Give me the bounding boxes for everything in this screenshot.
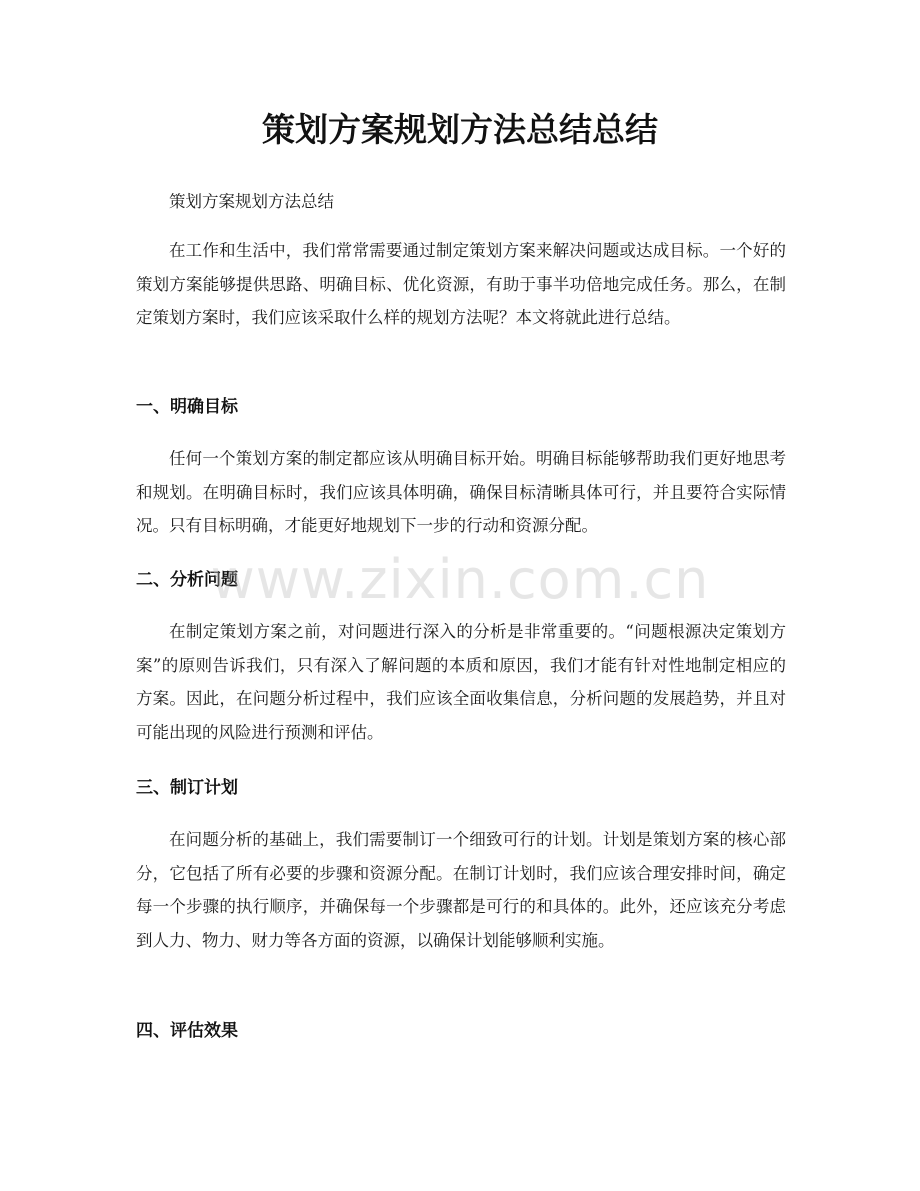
section-body-1: 任何一个策划方案的制定都应该从明确目标开始。明确目标能够帮助我们更好地思考和规划。在明确目标时，我们应该具体明确，确保目标清晰具体可行，并且要符合实际情况。只有目标明确，才能更好地规划下一步的行动和资源分配。 (136, 449, 786, 535)
section-heading-4: 四、评估效果 (136, 1021, 238, 1041)
watermark: www.zixin.com.cn (210, 548, 710, 611)
section-body-3: 在问题分析的基础上，我们需要制订一个细致可行的计划。计划是策划方案的核心部分，它包括了所有必要的步骤和资源分配。在制订计划时，我们应该合理安排时间，确定每一个步骤的执行顺序，并确保每一个步骤都是可行的和具体的。此外，还应该充分考虑到人力、物力、财力等各方面的资源，以确保计划能够顺利实施。 (136, 830, 786, 950)
document-subtitle: 策划方案规划方法总结 (169, 192, 334, 211)
section-body-2: 在制定策划方案之前，对问题进行深入的分析是非常重要的。“问题根源决定策划方案”的原则告诉我们，只有深入了解问题的本质和原因，我们才能有针对性地制定相应的方案。因此，在问题分析过程中，我们应该全面收集信息，分析问题的发展趋势，并且对可能出现的风险进行预测和评估。 (136, 622, 786, 742)
section-heading-2: 二、分析问题 (136, 570, 238, 590)
document-title: 策划方案规划方法总结总结 (262, 110, 658, 149)
intro-paragraph: 在工作和生活中，我们常常需要通过制定策划方案来解决问题或达成目标。一个好的策划方案能够提供思路、明确目标、优化资源，有助于事半功倍地完成任务。那么，在制定策划方案时，我们应该采取什么样的规划方法呢？本文将就此进行总结。 (136, 241, 786, 327)
section-heading-3: 三、制订计划 (136, 778, 238, 798)
section-heading-1: 一、明确目标 (136, 397, 238, 417)
